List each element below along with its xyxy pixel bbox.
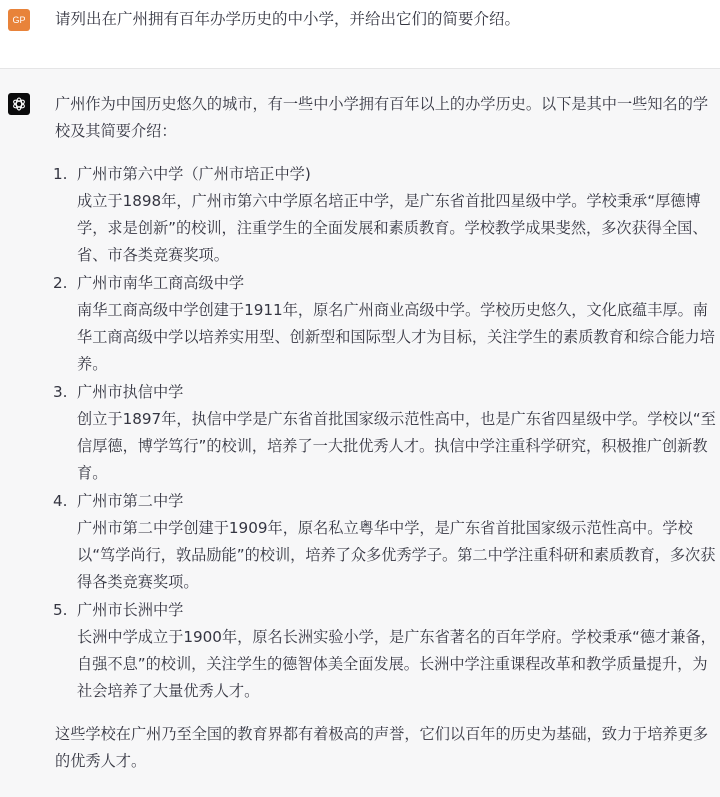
list-item (55, 270, 717, 378)
assistant-intro: 广州作为中国历史悠久的城市，有一些中小学拥有百年以上的办学历史。以下是其中一些知名的学校及其简要介绍： (55, 95, 709, 140)
school-description: 成立于1898年，广州市第六中学原名培正中学，是广东省首批四星级中学。学校秉承“厚德博学，求是创新”的校训，注重学生的全面发展和素质教育。学校教学成果斐然，多次获得全国、省、市各类竞赛奖项。 (77, 192, 708, 264)
openai-logo-svg (11, 96, 27, 112)
openai-logo-icon (8, 93, 30, 115)
list-item (55, 379, 717, 487)
list-item (55, 488, 717, 596)
list-number: 4. (53, 492, 68, 510)
list-number: 3. (53, 383, 68, 401)
list-item (55, 161, 717, 269)
user-message-row (0, 0, 720, 69)
assistant-message-row (0, 69, 720, 797)
school-name: 广州市第二中学 (77, 492, 184, 510)
list-item (55, 597, 717, 705)
assistant-outro: 这些学校在广州乃至全国的教育界都有着极高的声誉，它们以百年的历史为基础，致力于培养更多的优秀人才。 (55, 725, 709, 770)
user-avatar: GP (8, 9, 30, 31)
school-description: 广州市第二中学创建于1909年，原名私立粤华中学，是广东省首批国家级示范性高中。学校以“笃学尚行，敦品励能”的校训，培养了众多优秀学子。第二中学注重科研和素质教育，多次获得各类竞赛奖项。 (77, 519, 716, 591)
school-name: 广州市南华工商高级中学 (77, 274, 245, 292)
school-name: 广州市长洲中学 (77, 601, 184, 619)
user-message-text: 请列出在广州拥有百年办学历史的中小学，并给出它们的简要介绍。 (55, 10, 521, 28)
school-name: 广州市执信中学 (77, 383, 184, 401)
school-name: 广州市第六中学（广州市培正中学) (77, 165, 311, 183)
list-number: 1. (53, 165, 68, 183)
school-description: 长洲中学成立于1900年，原名长洲实验小学，是广东省著名的百年学府。学校秉承“德才兼备，自强不息”的校训，关注学生的德智体美全面发展。长洲中学注重课程改革和教学质量提升，为社会培养了大量优秀人才。 (77, 628, 716, 700)
list-number: 5. (53, 601, 68, 619)
assistant-message-content (55, 91, 717, 775)
list-number: 2. (53, 274, 68, 292)
school-description: 创立于1897年，执信中学是广东省首批国家级示范性高中，也是广东省四星级中学。学校以“至信厚德，博学笃行”的校训，培养了一大批优秀人才。执信中学注重科学研究，积极推广创新教育。 (77, 410, 716, 482)
school-list (55, 161, 717, 705)
school-description: 南华工商高级中学创建于1911年，原名广州商业高级中学。学校历史悠久，文化底蕴丰厚。南华工商高级中学以培养实用型、创新型和国际型人才为目标，关注学生的素质教育和综合能力培养。 (77, 301, 715, 373)
